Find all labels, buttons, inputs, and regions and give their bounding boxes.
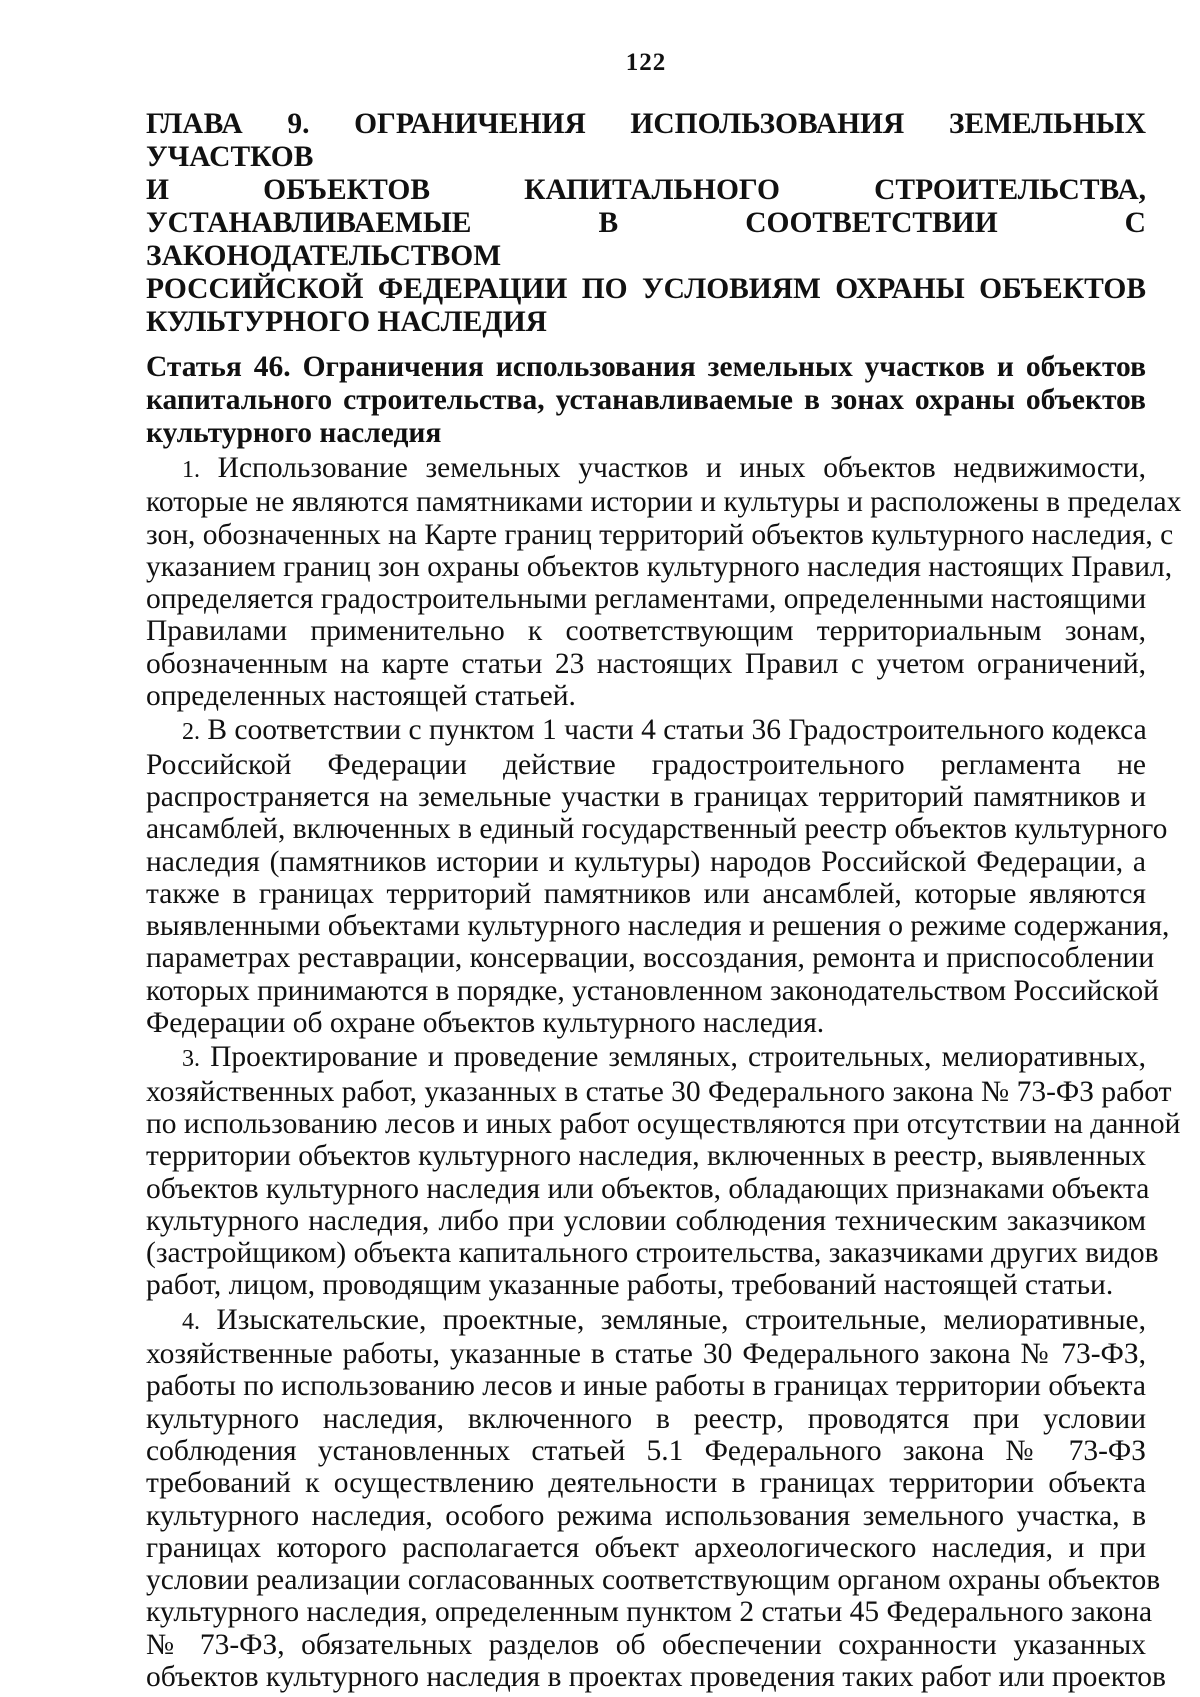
paragraph-line: объектов культурного наследия в проектах проведения таких работ или проектов <box>146 1660 1166 1693</box>
chapter-title-line: РОССИЙСКОЙ ФЕДЕРАЦИИ ПО УСЛОВИЯМ ОХРАНЫ ОБЪЕКТОВ <box>146 273 1146 305</box>
paragraph-line: границах которого располагается объект археологического наследия, и при <box>146 1531 1146 1564</box>
paragraph-line: требований к осуществлению деятельности в границах территории объекта <box>146 1467 1146 1500</box>
paragraph-line: зон, обозначенных на Карте границ территорий объектов культурного наследия, с <box>146 518 1174 551</box>
paragraph-line: соблюдения установленных статьей 5.1 Федерального закона № 73-ФЗ <box>146 1434 1146 1467</box>
paragraph-line <box>146 1304 1146 1338</box>
paragraph-line: определяется градостроительными регламентами, определенными настоящими <box>146 583 1147 616</box>
paragraph-line: условии реализации согласованных соответствующим органом охраны объектов <box>146 1564 1161 1597</box>
paragraph-line: параметрах реставрации, консервации, воссоздания, ремонта и приспособлении <box>146 942 1155 975</box>
paragraph-line: хозяйственные работы, указанные в статье 30 Федерального закона № 73-ФЗ, <box>146 1338 1146 1371</box>
paragraph-text: Изыскательские, проектные, земляные, строительные, мелиоративные, <box>216 1303 1147 1336</box>
article-title <box>146 351 1146 450</box>
paragraph-number: 1. <box>182 457 200 483</box>
chapter-title-line: ГЛАВА 9. ОГРАНИЧЕНИЯ ИСПОЛЬЗОВАНИЯ ЗЕМЕЛЬНЫХ УЧАСТКОВ <box>146 108 1146 173</box>
paragraph-2 <box>146 714 1170 1040</box>
paragraph-number: 2. <box>182 719 200 746</box>
paragraph-number: 4. <box>182 1308 200 1335</box>
paragraph-4 <box>146 1303 1166 1694</box>
page-number: 122 <box>625 49 667 76</box>
paragraph-line <box>146 1041 1146 1075</box>
paragraph-line: обозначенным на карте статьи 23 настоящих Правил с учетом ограничений, <box>146 647 1146 680</box>
paragraph-number: 3. <box>182 1046 200 1073</box>
paragraph-line: которых принимаются в порядке, установленном законодательством Российской <box>146 974 1159 1007</box>
paragraph-line: культурного наследия, особого режима использования земельного участка, в <box>146 1499 1146 1532</box>
paragraph-line: которые не являются памятниками истории и культуры и расположены в пределах <box>146 486 1182 519</box>
chapter-title-line: УСТАНАВЛИВАЕМЫЕ В СООТВЕТСТВИИ С ЗАКОНОДАТЕЛЬСТВОМ <box>146 207 1146 272</box>
article-title-line: культурного наследия <box>146 417 442 449</box>
chapter-title-line: И ОБЪЕКТОВ КАПИТАЛЬНОГО СТРОИТЕЛЬСТВА, <box>146 174 1146 206</box>
paragraph-line: работы по использованию лесов и иные работы в границах территории объекта <box>146 1370 1147 1403</box>
paragraph-line: культурного наследия, либо при условии соблюдения техническим заказчиком <box>146 1204 1146 1237</box>
chapter-title <box>146 108 1146 339</box>
paragraph-line: наследия (памятников истории и культуры) народов Российской Федерации, а <box>146 845 1146 878</box>
paragraph-line <box>146 452 1146 486</box>
paragraph-line: по использованию лесов и иных работ осуществляются при отсутствии на данной <box>146 1107 1181 1140</box>
paragraph-line: Российской Федерации действие градостроительного регламента не <box>146 748 1146 781</box>
paragraph-1 <box>146 452 1182 713</box>
paragraph-line: территории объектов культурного наследия, включенных в реестр, выявленных <box>146 1140 1147 1173</box>
paragraph-line: объектов культурного наследия или объектов, обладающих признаками объекта <box>146 1172 1150 1205</box>
article-title-line: Статья 46. Ограничения использования земельных участков и объектов <box>146 351 1146 383</box>
paragraph-line: культурного наследия, включенного в реестр, проводятся при условии <box>146 1402 1146 1435</box>
paragraph-3 <box>146 1041 1181 1302</box>
paragraph-line: также в границах территорий памятников или ансамблей, которые являются <box>146 877 1146 910</box>
article-title-line: капитального строительства, устанавливаемые в зонах охраны объектов <box>146 384 1146 416</box>
paragraph-line: № 73-ФЗ, обязательных разделов об обеспечении сохранности указанных <box>146 1628 1146 1661</box>
paragraph-line: (застройщиком) объекта капитального строительства, заказчиками других видов <box>146 1237 1159 1270</box>
document-page <box>146 48 1182 1695</box>
paragraph-line: определенных настоящей статьей. <box>146 680 576 713</box>
chapter-title-line: КУЛЬТУРНОГО НАСЛЕДИЯ <box>146 306 547 338</box>
paragraph-line: выявленными объектами культурного наследия и решения о режиме содержания, <box>146 910 1170 943</box>
paragraph-line: культурного наследия, определенным пунктом 2 статьи 45 Федерального закона <box>146 1596 1153 1629</box>
paragraph-text: Проектирование и проведение земляных, строительных, мелиоративных, <box>210 1041 1147 1074</box>
paragraph-line: хозяйственных работ, указанных в статье 30 Федерального закона № 73-ФЗ работ <box>146 1075 1172 1108</box>
paragraph-line: указанием границ зон охраны объектов культурного наследия настоящих Правил, <box>146 550 1173 583</box>
paragraph-line: Федерации об охране объектов культурного наследия. <box>146 1007 825 1040</box>
paragraph-line: ансамблей, включенных в единый государственный реестр объектов культурного <box>146 813 1168 846</box>
paragraph-text: В соответствии с пунктом 1 части 4 статьи 36 Градостроительного кодекса <box>207 714 1147 747</box>
paragraph-line: распространяется на земельные участки в границах территорий памятников и <box>146 780 1146 813</box>
paragraph-line: работ, лицом, проводящим указанные работы, требований настоящей статьи. <box>146 1269 1114 1302</box>
paragraph-line: Правилами применительно к соответствующим территориальным зонам, <box>146 615 1146 648</box>
paragraph-line <box>146 714 1146 748</box>
paragraph-text: Использование земельных участков и иных объектов недвижимости, <box>217 452 1147 484</box>
